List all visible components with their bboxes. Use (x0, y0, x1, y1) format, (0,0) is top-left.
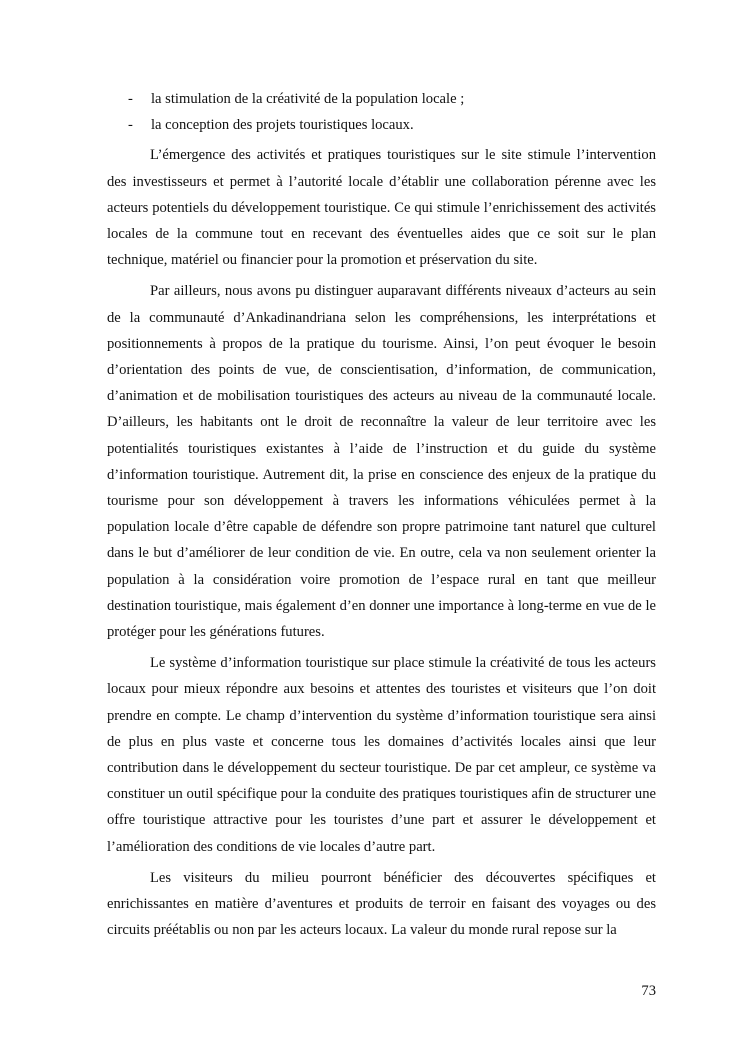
bullet-item (107, 86, 656, 112)
bullet-text: la stimulation de la créativité de la population locale ; (151, 91, 465, 107)
paragraph: Les visiteurs du milieu pourront bénéficier des découvertes spécifiques et enrichissantes en matière d’aventures et produits de terroir en faisant des voyages ou des circuits préétablis ou non par les acteurs locaux. La valeur du monde rural repose sur la (107, 869, 656, 939)
paragraph: L’émergence des activités et pratiques touristiques sur le site stimule l’intervention des investisseurs et permet à l’autorité locale d’établir une collaboration pérenne avec les acteurs potentiels du développement touristique. Ce qui stimule l’enrichissement des activités locales de la commune tout en recevant des éventuelles aides que ce soit sur le plan technique, matériel ou financier pour la promotion et préservation du site. (107, 147, 656, 269)
bullet-marker: - (128, 91, 133, 107)
bullet-text: la conception des projets touristiques locaux. (151, 117, 414, 134)
bullet-item (107, 112, 656, 138)
paragraph: Par ailleurs, nous avons pu distinguer auparavant différents niveaux d’acteurs au sein de la communauté d’Ankadinandriana selon les compréhensions, les interprétations et positionnements à propos de la pratique du tourisme. Ainsi, l’on peut évoquer le besoin d’orientation des points de vue, de conscientisation, d’information, de communication, d’animation et de mobilisation touristiques des acteurs au niveau de la communauté locale. D’ailleurs, les habitants ont le droit de reconnaître la valeur de leur territoire avec les potentialités touristiques existantes à l’aide de l’instruction et du guide du système d’information touristique. Autrement dit, la prise en conscience des enjeux de la pratique du tourisme pour son développement à travers les informations véhiculées permet à la population locale d’être capable de défendre son propre patrimoine tant naturel que culturel dans le but d’améliorer de leur condition de vie. En outre, cela va non seulement orienter la population à la considération voire promotion de l’espace rural en tant que meilleur destination touristique, mais également d’en donner une importance à long-terme en vue de le protéger pour les générations futures. (107, 283, 656, 641)
bullet-list (107, 86, 656, 138)
bullet-marker: - (128, 117, 133, 134)
page-number: 73 (641, 983, 656, 999)
document-page (107, 86, 656, 949)
paragraph: Le système d’information touristique sur place stimule la créativité de tous les acteurs locaux pour mieux répondre aux besoins et attentes des touristes et visiteurs que l’on doit prendre en compte. Le champ d’intervention du système d’information touristique sera ainsi de plus en plus vaste et concerne tous les domaines d’activités locales ainsi que leur contribution dans le développement du secteur touristique. De par cet ampleur, ce système va constituer un outil spécifique pour la conduite des pratiques touristiques afin de structurer une offre touristique attractive pour les touristes d’une part et assurer le développement et l’amélioration des conditions de vie locales d’autre part. (107, 655, 656, 855)
